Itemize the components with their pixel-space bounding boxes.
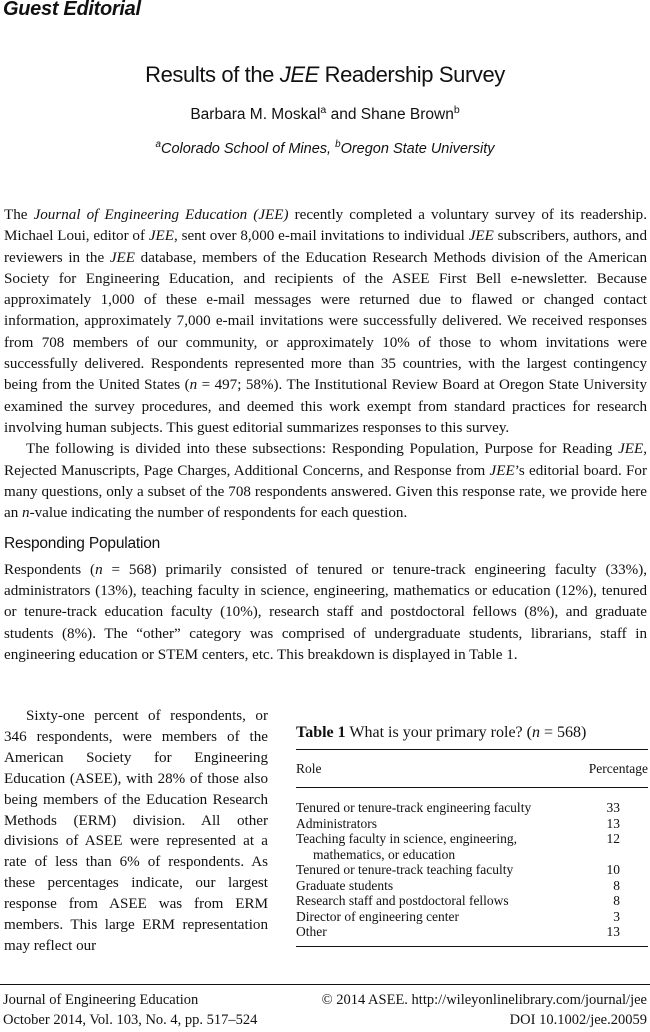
table-body xyxy=(296,788,648,947)
table-row: Tenured or tenure-track teaching faculty 10 xyxy=(296,862,620,877)
author-1: Barbara M. Moskal xyxy=(190,106,321,123)
affiliations: $^a$Colorado School of Mines, $^b$Oregon State University xyxy=(155,139,495,157)
table-header xyxy=(296,750,648,788)
table-row: Other 13 xyxy=(296,924,620,939)
intro-paragraph-2: The following is divided into these subsections: Responding Population, Purpose for Reading JEE, Rejected Manuscripts, Page Charges, Additional Concerns, and Response from JEE’s editorial board. For many questions, only a subset of the 708 respondents answered. Given this response rate, we provide here an n-value indicating the number of respondents for each question. xyxy=(4,441,648,522)
section-heading: Responding Population xyxy=(4,535,161,553)
footer-line-1 xyxy=(3,992,647,1009)
left-column-text xyxy=(4,706,268,957)
author-2: Shane Brown xyxy=(360,106,454,123)
column-header-percentage: Percentage xyxy=(588,761,648,776)
article-body xyxy=(4,205,647,666)
column-header-role: Role xyxy=(296,761,322,776)
table-row: Tenured or tenure-track engineering faculty 33 xyxy=(296,800,620,815)
table-row: Director of engineering center 3 xyxy=(296,908,620,924)
article-title: Results of the JEE Readership Survey xyxy=(145,62,505,87)
footer-line-2 xyxy=(3,1012,647,1029)
footer-issue: October 2014, Vol. 103, No. 4, pp. 517–524 xyxy=(3,1012,258,1028)
footer-divider xyxy=(0,984,650,985)
footer-copyright: © 2014 ASEE. http://wileyonlinelibrary.com/journal/jee xyxy=(321,992,647,1008)
table-row: Graduate students 8 xyxy=(296,877,620,893)
author-line: Barbara M. Moskal$^a$ and Shane Brown$^b$ xyxy=(190,103,460,123)
section-paragraph-1: Respondents (n = 568) primarily consisted of tenured or tenure-track engineering faculty (33%), administrators (13%), teaching faculty in science, engineering, mathematics or education (12%), tenured or tenure-track education faculty (10%), research staff and postdoctoral fellows (8%), and graduate students (8%). The “other” category was comprised of undergraduate students, librarians, staff in engineering education or STEM centers, etc. This breakdown is displayed in Table 1. xyxy=(4,561,647,663)
section-paragraph-2: Sixty-one percent of respondents, or 346 respondents, were members of the American Society for Engineering Education (ASEE), with 28% of those also being members of the Education Research Methods (ERM) division. All other divisions of ASEE were represented at a rate of less than 6% of respondents. As these percentages indicate, our largest response from ASEE was from ERM members. This large ERM representation may reflect our xyxy=(4,708,268,954)
footer-journal: Journal of Engineering Education xyxy=(3,992,199,1008)
footer-doi: DOI 10.1002/jee.20059 xyxy=(509,1012,647,1028)
table-row: Teaching faculty in science, engineering, mathematics, or education 12 xyxy=(296,831,620,862)
table-caption: Table 1 What is your primary role? (n = 568) xyxy=(296,724,648,750)
section-tag: Guest Editorial xyxy=(3,0,141,20)
intro-paragraph-1: The Journal of Engineering Education (JEE) recently completed a voluntary survey of its readership. Michael Loui, editor of JEE, sent over 8,000 e-mail invitations to individual JEE subscribers, authors, and reviewers in the JEE database, members of the Education Research Methods division of the American Society for Engineering Education, and recipients of the ASEE First Bell e-newsletter. Because approximately 1,000 of these e-mail messages were returned due to flawed or changed contact information, approximately 7,000 e-mail invitations were successfully delivered. We received responses from 708 members of our community, or approximately 10% of those to whom invitations were successfully delivered. Respondents represented more than 35 countries, with the largest contingency being from the United States (n = 497; 58%). The Institutional Review Board at Oregon State University examined the survey procedures, and deemed this work exempt from standard practices for research involving human subjects. This guest editorial summarizes responses to this survey. xyxy=(4,207,647,436)
table-row: Research staff and postdoctoral fellows 8 xyxy=(296,893,620,908)
table-row: Administrators 13 xyxy=(296,815,620,831)
table-1 xyxy=(296,724,648,947)
